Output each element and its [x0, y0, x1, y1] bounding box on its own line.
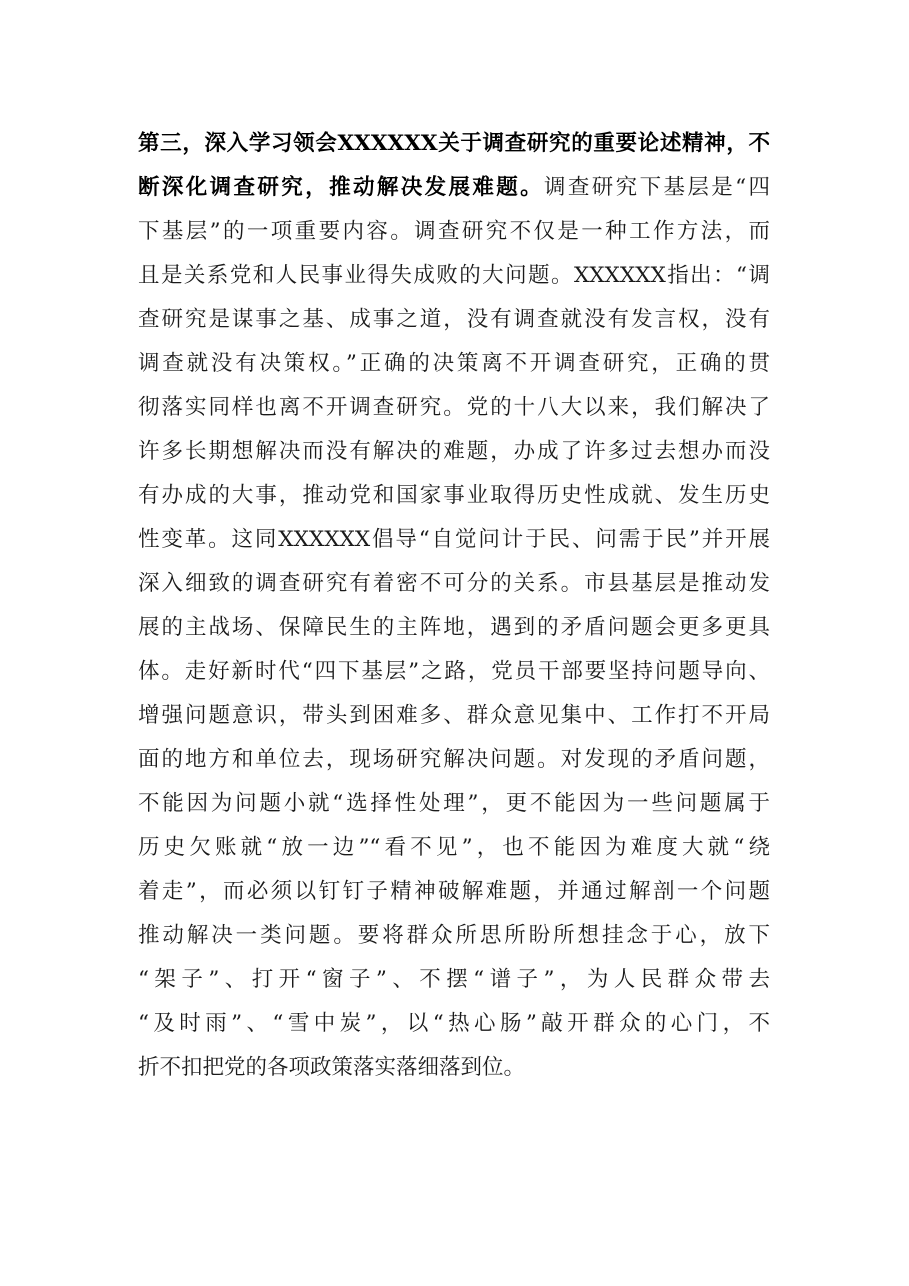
text-line [138, 254, 770, 298]
body-text: 下基层”的一项重要内容。调查研究不仅是一种工作方法，而 [138, 219, 770, 244]
text-line [138, 650, 770, 694]
body-text: 且是关系党和人民事业得失成败的大问题。XXXXXX指出：“调 [138, 263, 770, 288]
text-line [138, 562, 770, 606]
body-paragraph [138, 122, 770, 1090]
body-text: 有办成的大事，推动党和国家事业取得历史性成就、发生历史 [138, 483, 770, 508]
body-text: 彻落实同样也离不开调查研究。党的十八大以来，我们解决了 [138, 395, 770, 420]
body-text: 着走”，而必须以钉钉子精神破解难题，并通过解剖一个问题 [138, 879, 770, 904]
text-line [138, 782, 770, 826]
body-text: 调查就没有决策权。”正确的决策离不开调查研究，正确的贯 [138, 351, 770, 376]
body-text: “架子”、打开“窗子”、不摆“谱子”，为人民群众带去 [138, 967, 770, 992]
text-line [138, 518, 770, 562]
text-line [138, 958, 770, 1002]
body-text: 体。走好新时代“四下基层”之路，党员干部要坚持问题导向、 [138, 659, 770, 684]
text-line [138, 166, 770, 210]
body-text: “及时雨”、“雪中炭”，以“热心肠”敲开群众的心门，不 [138, 1011, 770, 1036]
text-line [138, 430, 770, 474]
body-text: 查研究是谋事之基、成事之道，没有调查就没有发言权，没有 [138, 307, 770, 332]
text-line [138, 870, 770, 914]
body-text: 增强问题意识，带头到困难多、群众意见集中、工作打不开局 [138, 703, 770, 728]
text-line [138, 606, 770, 650]
text-line [138, 914, 770, 958]
text-line [138, 1046, 770, 1090]
body-text: 性变革。这同XXXXXX倡导“自觉问计于民、问需于民”并开展 [138, 527, 770, 552]
text-line [138, 386, 770, 430]
body-text: 历史欠账就“放一边”“看不见”，也不能因为难度大就“绕 [138, 835, 770, 860]
body-text: 不能因为问题小就“选择性处理”，更不能因为一些问题属于 [138, 791, 770, 816]
text-line [138, 738, 770, 782]
text-line [138, 122, 770, 166]
body-text: 折不扣把党的各项政策落实落细落到位。 [138, 1055, 526, 1080]
body-text: 面的地方和单位去，现场研究解决问题。对发现的矛盾问题， [138, 747, 770, 772]
text-line [138, 298, 770, 342]
text-line [138, 210, 770, 254]
body-text: 许多长期想解决而没有解决的难题，办成了许多过去想办而没 [138, 439, 770, 464]
text-line [138, 342, 770, 386]
bold-heading-text: 第三，深入学习领会XXXXXX关于调查研究的重要论述精神，不 [138, 131, 770, 156]
body-text: 推动解决一类问题。要将群众所思所盼所想挂念于心，放下 [138, 923, 770, 948]
text-line [138, 694, 770, 738]
body-text: 调查研究下基层是“四 [544, 175, 770, 200]
text-line [138, 826, 770, 870]
text-line [138, 474, 770, 518]
bold-heading-text: 断深化调查研究，推动解决发展难题。 [138, 175, 545, 200]
body-text: 深入细致的调查研究有着密不可分的关系。市县基层是推动发 [138, 571, 770, 596]
text-line [138, 1002, 770, 1046]
body-text: 展的主战场、保障民生的主阵地，遇到的矛盾问题会更多更具 [138, 615, 770, 640]
